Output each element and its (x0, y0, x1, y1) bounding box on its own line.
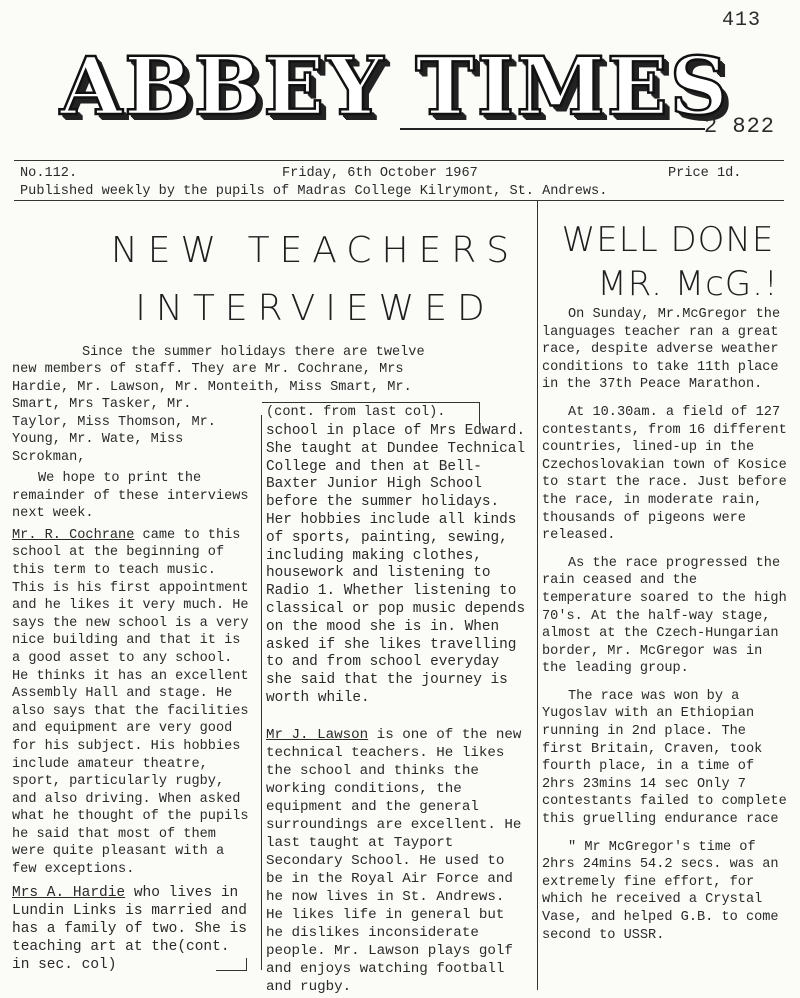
issue-bottom-rule (14, 200, 784, 201)
teacher-name-lawson: Mr J. Lawson (266, 727, 369, 743)
column-divider (261, 415, 262, 970)
issue-number: No.112. (20, 166, 78, 181)
headline-well-done (548, 218, 788, 306)
archive-number: 2 822 (704, 114, 776, 139)
publisher-line: Published weekly by the pupils of Madras College Kilrymont, St. Andrews. (20, 184, 608, 199)
lawson-paragraph (266, 726, 528, 996)
headline-line: INTERVIEWED (135, 288, 495, 329)
continued-from-label: (cont. from last col). (266, 405, 446, 420)
issue-date: Friday, 6th October 1967 (282, 166, 478, 181)
intro-line: Young, Mr. Wate, Miss (12, 432, 184, 448)
marathon-paragraph-5: " Mr McGregor's time of 2hrs 24mins 54.2 secs. was an extremely fine effort, for which he received a Crystal Vase, and helped G.B. to come second to USSR. (542, 839, 779, 943)
intro-line: new members of staff. They are Mr. Cochrane, Mrs (12, 362, 404, 377)
hardie-text: who lives in Lundin Links is married and has a family of two. She is teaching art at the (12, 885, 247, 955)
intro-line: Smart, Mrs Tasker, Mr. (12, 397, 192, 413)
hope-paragraph: We hope to print the remainder of these interviews next week. (12, 471, 249, 522)
cochrane-paragraph (12, 527, 252, 879)
marathon-paragraph-3: As the race progressed the rain ceased and the temperature soared to the high 70's. At the half-way stage, almost at the Czech-Hungarian border, Mr. McGregor was in the leading group. (542, 555, 787, 677)
cochrane-text: came to this school at the beginning of this term to teach music. This is his first appointment and he likes it very much. He says the new school is a very nice building and that it is a good asset to any school. He thinks it has an excellent Assembly Hall and stage. He also says that the facilities and equipment are very good for his subject. His hobbies include amateur theatre, sport, particularly rugby, and also driving. When asked what he thought of the pupils he said that most of them were quite pleasant with a few exceptions. (12, 527, 249, 878)
teacher-name-hardie: Mrs A. Hardie (12, 885, 126, 901)
issue-top-rule (14, 160, 784, 161)
masthead-title: ABBEY TIMES (60, 39, 730, 133)
headline-line: MR. McG.! (597, 264, 779, 304)
marathon-paragraph-2: At 10.30am. a field of 127 contestants, from 16 different countries, lined-up in the Czechoslovakian town of Kosice to start the race. Just before the race, in moderate rain, thousands of pigeons were released. (542, 404, 787, 544)
marathon-paragraph-4: The race was won by a Yugoslav with an Ethiopian running in 2nd place. The first Britain, Craven, took fourth place, in a time of 2hrs 23mins 14 sec Only 7 contestants failed to complete this gruelling endurance race (542, 688, 787, 828)
lawson-text: is one of the new technical teachers. He likes the school and thinks the working conditions, the equipment and the general surroundings are excellent. He last taught at Tayport Secondary School. He used to be in the Royal Air Force and he now lives in St. Andrews. He likes life in general but he dislikes inconsiderate people. Mr. Lawson plays golf and enjoys watching football and rugby. (266, 727, 522, 995)
right-column-text (542, 306, 788, 944)
headline-line: WELL DONE (561, 220, 775, 260)
headline-line: NEW TEACHERS (110, 230, 520, 271)
headline-new-teachers (110, 222, 520, 338)
intro-first-line: Since the summer holidays there are twelve (82, 345, 425, 360)
issue-bar (20, 165, 775, 201)
issue-price: Price 1d. (668, 166, 742, 181)
teacher-name-cochrane: Mr. R. Cochrane (12, 527, 135, 543)
page-number: 413 (722, 9, 762, 32)
continued-bracket (216, 958, 247, 971)
intro-line: Scrokman, (12, 449, 86, 465)
intro-line: Hardie, Mr. Lawson, Mr. Monteith, Miss Smart, Mr. (12, 379, 412, 395)
masthead-rule (400, 128, 705, 130)
left-column-text (12, 470, 252, 879)
intro-line: Taylor, Miss Thomson, Mr. (12, 414, 216, 430)
column-divider (537, 200, 538, 990)
marathon-paragraph-1: On Sunday, Mr.McGregor the languages teacher ran a great race, despite adverse weather conditions to take 11th place in the 37th Peace Marathon. (542, 307, 781, 393)
continued-note: (cont. in sec. col) (12, 939, 230, 973)
hardie-continued-paragraph: school in place of Mrs Edward. She taught at Dundee Technical College and then at Bell-Baxter Junior High School before the summer holidays. Her hobbies include all kinds of sports, painting, sewing, including making clothes, housework and listening to Radio 1. Whether listening to classical or pop music depends on the mood she is in. When asked if she likes travelling to and from school everyday she said that the journey is worth while. (266, 423, 526, 706)
